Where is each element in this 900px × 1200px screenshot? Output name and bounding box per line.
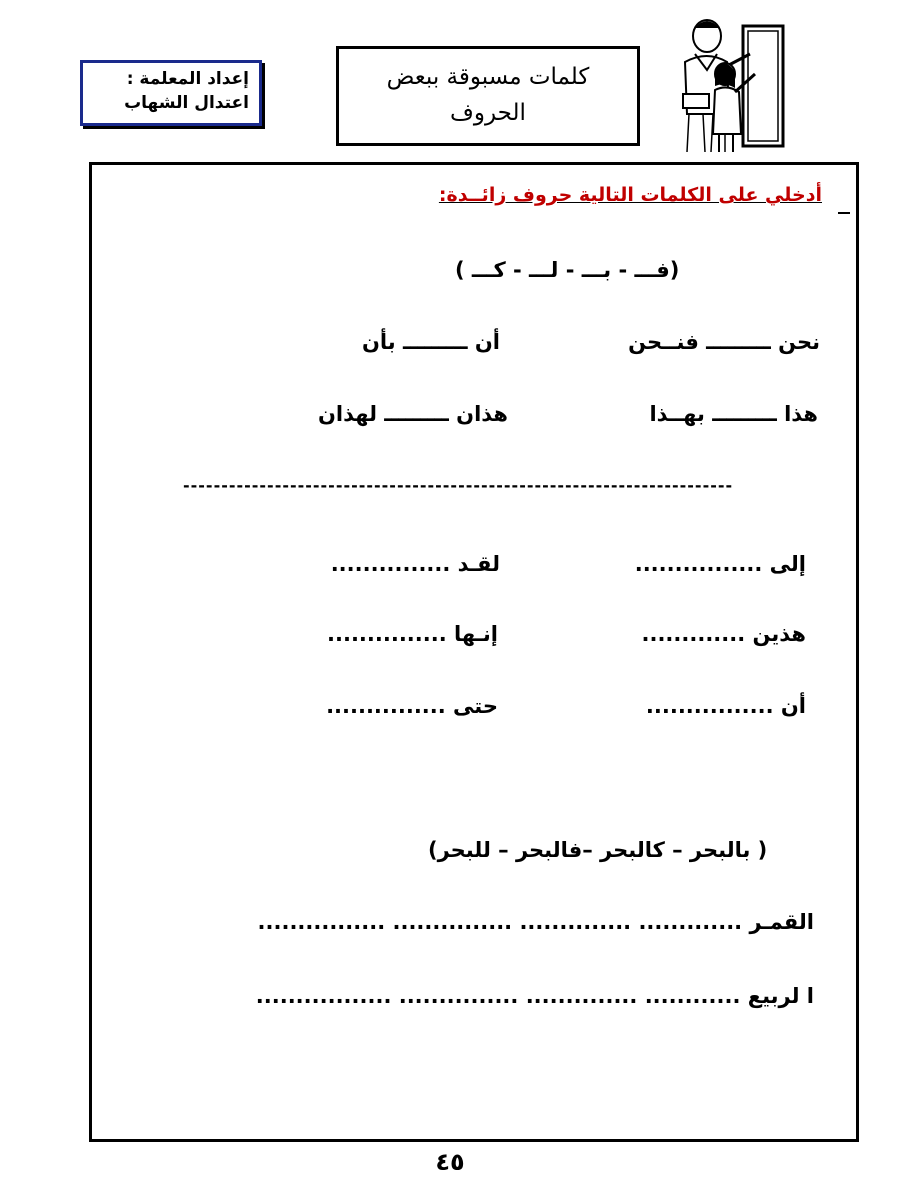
exercise-row-1-left: أن ـــــــــ بأن bbox=[361, 330, 500, 354]
teacher-name: اعتدال الشهاب bbox=[124, 93, 249, 113]
title-line-1: كلمات مسبوقة ببعض bbox=[386, 64, 590, 90]
letters-list: (فـــ - بـــ - لـــ - كـــ ) bbox=[455, 258, 680, 282]
worksheet-title-box bbox=[336, 46, 640, 146]
exercise-row-2-left: هذان ـــــــــ لهذان bbox=[317, 402, 508, 426]
page-number: ٤٥ bbox=[435, 1148, 465, 1176]
title-line-2: الحروف bbox=[450, 100, 526, 126]
blank-row-3-left: حتى ............... bbox=[326, 694, 498, 718]
blank-row-2-right: هذين ............. bbox=[641, 622, 806, 646]
exercise-row-2-right: هذا ـــــــــ بهــذا bbox=[649, 402, 818, 426]
instruction-heading: أدخلي على الكلمات التالية حروف زائــدة: bbox=[438, 184, 822, 206]
dashed-divider: ------------------------------------------------------------------------ bbox=[183, 476, 734, 495]
teacher-credit-box bbox=[80, 60, 262, 126]
spring-row: ا لربيع ............ .............. ............... ................. bbox=[255, 984, 814, 1008]
blank-row-3-right: أن ................ bbox=[645, 694, 806, 718]
teacher-child-illustration bbox=[655, 14, 785, 154]
teacher-label: إعداد المعلمة : bbox=[126, 69, 249, 89]
moon-row: القمـر ............. .............. ............... ................ bbox=[257, 910, 814, 934]
exercise-row-1-right: نحن ـــــــــ فنــحن bbox=[628, 330, 820, 354]
sea-words-list: ( بالبحر – كالبحر –فالبحر – للبحر) bbox=[428, 838, 768, 862]
blank-row-2-left: إنـها ............... bbox=[327, 622, 498, 646]
blank-row-1-left: لقـد ............... bbox=[330, 552, 500, 576]
blank-row-1-right: إلى ................ bbox=[634, 552, 806, 576]
heading-underline-mark bbox=[838, 212, 850, 214]
